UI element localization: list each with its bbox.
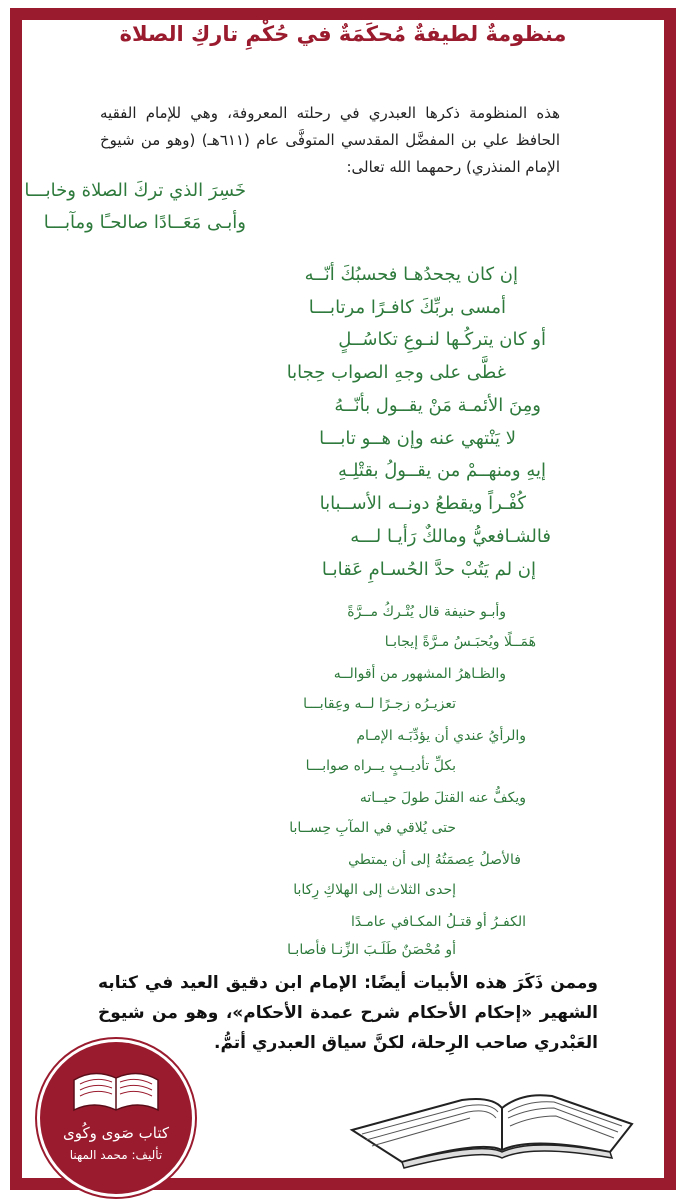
outro-paragraph: وممن ذَكَرَ هذه الأبيات أيضًا: الإمام ابن دقيق العيد في كتابه الشهير «إحكام الأحكام شرح عمدة الأحكام»، وهو من شيوخ العَبْدري صاحب الرِحلة، لكنَّ سياق العبدري أتمُّ. [98, 973, 598, 1053]
verse-line: خَسِرَ الذي تركَ الصلاة وخابـــا [24, 180, 246, 201]
verse-line: إن لم يَتُبْ حدَّ الحُسـامِ عَقابـا [321, 559, 536, 580]
verse-line: ويكفُّ عنه القتلَ طولَ حيــاته [359, 790, 526, 806]
verse-line: إحدى الثلاث إلى الهلاكِ رِكابا [293, 882, 456, 898]
verse-line: بكلِّ تأديــبٍ يــراه صوابـــا [305, 758, 456, 774]
verse-line: فالشـافعيُّ ومالكٌ رَأيـا لـــه [350, 526, 551, 547]
page-title: منظومةٌ لطيفةٌ مُحكَمَةٌ في حُكْمِ تاركِ الصلاة [119, 22, 567, 46]
badge-book-name: كتاب صَوى وكُوى [63, 1124, 169, 1142]
verse-line: إيهِ ومنهــمْ من يقــولُ بقتْلِـهِ [338, 460, 546, 481]
verse-line: أمسى بربِّكَ كافـرًا مرتابـــا [308, 297, 506, 318]
verse-line: أو كان يتركُـها لنـوعِ تكاسُــلٍ [338, 329, 546, 350]
verse-line: حتى يُلاقي في المآبِ حِســابا [289, 820, 456, 836]
verse-line: إن كان يجحدُهـا فحسبُكَ أنّــه [304, 264, 518, 285]
verse-line: هَمَــلًا ويُحبَـسُ مـرَّةً إيجابـا [384, 634, 536, 650]
verse-line: والرأيُ عندي أن يؤدِّبَـه الإمـام [356, 728, 526, 744]
verse-line: والظـاهرُ المشهور من أقوالــه [333, 666, 506, 682]
verse-line: فالأصلُ عِصمَتُهُ إلى أن يمتطي [348, 852, 521, 868]
verse-line: ومِنَ الأئمـة مَنْ يقــول بأنّــهُ [334, 395, 541, 416]
book-icon [70, 1060, 162, 1118]
intro-paragraph: هذه المنظومة ذكرها العبدري في رحلته المعروفة، وهي للإمام الفقيه الحافظ علي بن المفضَّل المقدسي المتوفَّى عام (٦١١هـ) (وهو من شيوخ الإمام المنذري) رحمهما الله تعالى: [100, 104, 560, 176]
open-book-icon [342, 1078, 642, 1178]
verse-line: كُفْـراً ويقطعُ دونــه الأســبابا [319, 493, 526, 514]
verse-line: تعزيـرُه زجـرًا لــه وعِقابـــا [303, 696, 456, 712]
verse-line: لا يَنْتهي عنه وإن هــو تابـــا [319, 428, 516, 449]
verse-line: وأبـى مَعَــادًا صالحـًا ومآبـــا [43, 212, 246, 233]
book-badge [40, 1042, 192, 1194]
verse-line: الكفـرُ أو قتـلُ المكـافي عامـدًا [350, 914, 526, 930]
badge-author: تأليف: محمد المهنا [69, 1148, 163, 1162]
verse-line: أو مُحْصَنٌ طَلَـبَ الزِّنـا فأصابـا [287, 942, 456, 958]
verse-line: غطَّى على وجهِ الصواب حِجابا [286, 362, 506, 383]
verse-line: وأبـو حنيفة قال يُتْـركُ مــرَّةً [347, 604, 506, 620]
